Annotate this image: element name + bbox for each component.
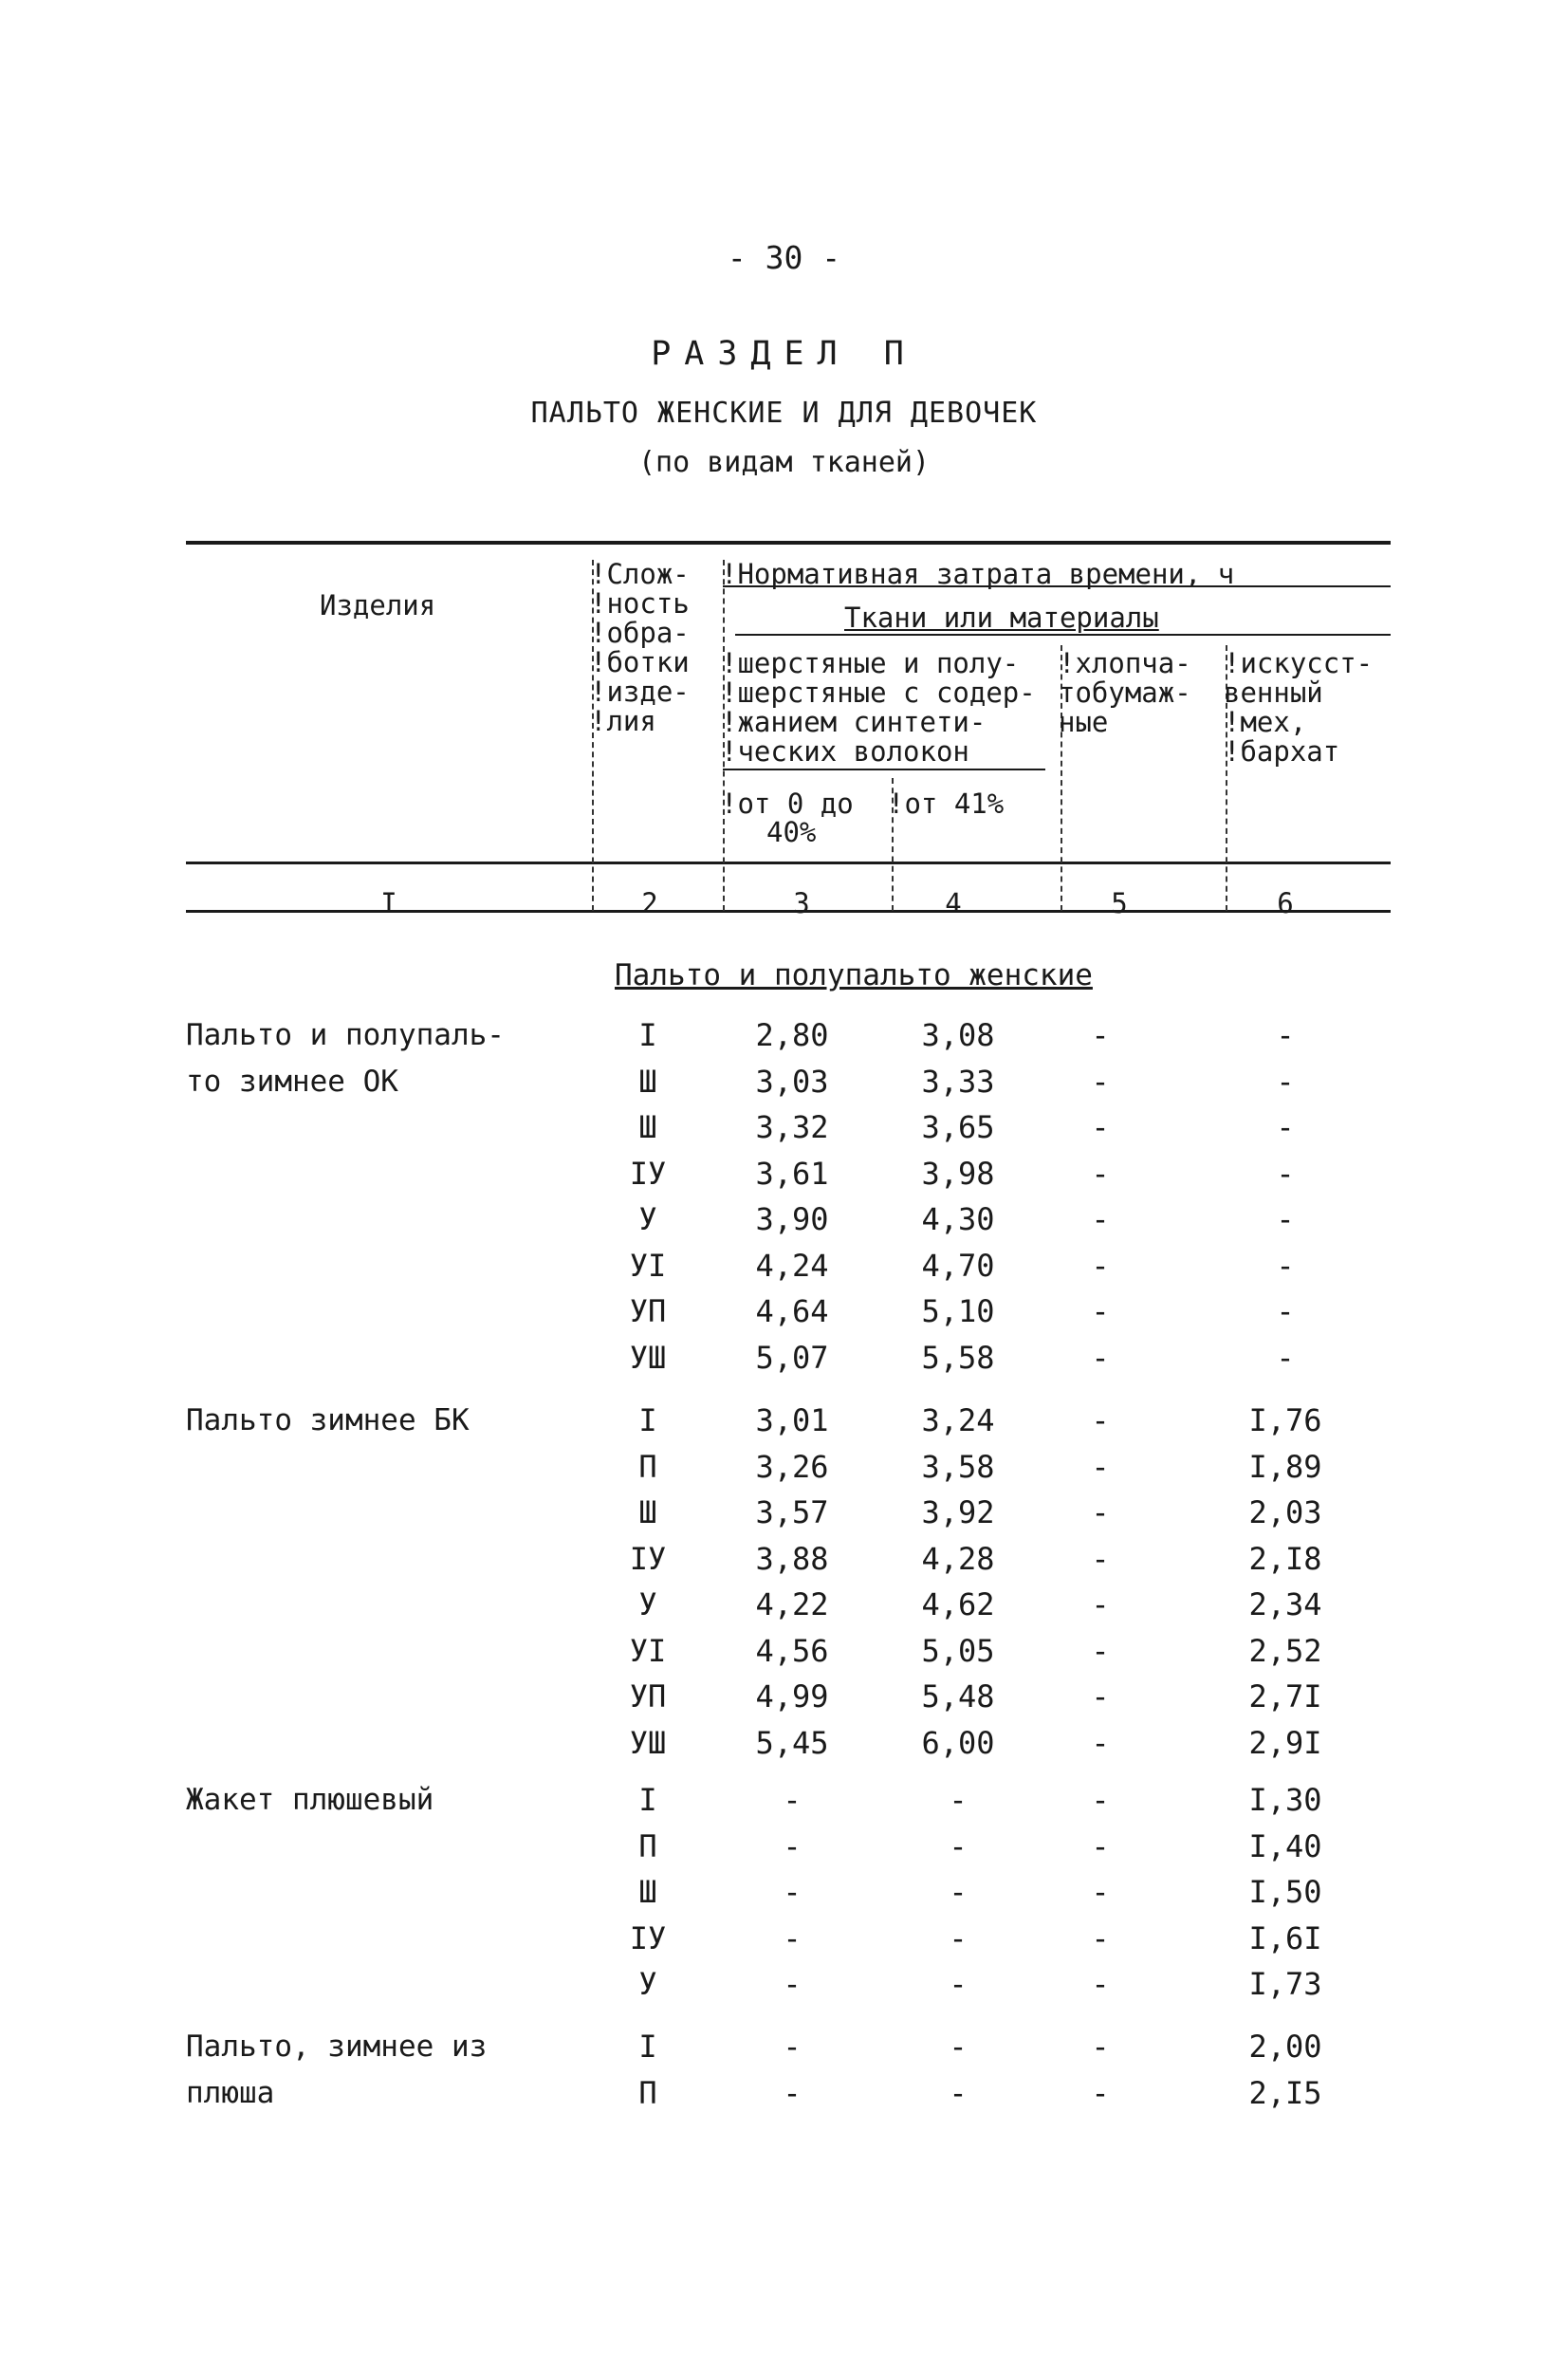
wool-low-cell: 3,88 [755, 1540, 829, 1577]
complexity-cell: П [638, 1448, 657, 1485]
complexity-cell: I [638, 1017, 657, 1053]
cotton-cell: - [1091, 1540, 1110, 1577]
col-number-6: 6 [1277, 887, 1294, 919]
wool-high-cell: 4,62 [921, 1586, 995, 1622]
header-wool [721, 649, 1036, 767]
fur-cell: 2,7I [1248, 1678, 1322, 1715]
wool-low-cell: - [783, 1966, 802, 2002]
wool-low-cell: 4,24 [755, 1247, 829, 1284]
product-name: Пальто, зимнее из [186, 2030, 488, 2064]
complexity-cell: IУ [629, 1540, 667, 1577]
product-name: то зимнее ОК [186, 1064, 398, 1099]
wool-high-cell: - [949, 1966, 968, 2002]
wool-high-cell: - [949, 1827, 968, 1864]
col-number-1: I [380, 887, 397, 919]
fur-cell: I,89 [1248, 1448, 1322, 1485]
header-cotton-line: тобумаж- [1059, 677, 1191, 709]
header-wool-low: !от 0 до [721, 788, 854, 820]
page-title: ПАЛЬТО ЖЕНСКИЕ И ДЛЯ ДЕВОЧЕК [530, 397, 1038, 430]
header-complexity-line: !обра- [590, 617, 690, 649]
fur-cell: 2,34 [1248, 1586, 1322, 1622]
wool-high-cell: - [949, 1919, 968, 1956]
fur-cell: 2,03 [1248, 1494, 1322, 1530]
complexity-cell: УI [629, 1247, 667, 1284]
wool-high-cell: - [949, 1782, 968, 1818]
table-row [0, 1196, 1568, 1242]
cotton-cell: - [1091, 1919, 1110, 1956]
cotton-cell: - [1091, 1339, 1110, 1376]
group-title: Пальто и полупальто женские [615, 958, 1093, 992]
complexity-cell: П [638, 1827, 657, 1864]
complexity-cell: Ш [638, 1109, 657, 1145]
header-fur-line: венный [1224, 677, 1323, 709]
product-name: Пальто и полупаль- [186, 1018, 505, 1052]
table-row [0, 1916, 1568, 1961]
fur-cell: I,40 [1248, 1827, 1322, 1864]
wool-low-cell: 2,80 [755, 1017, 829, 1053]
fur-cell: - [1276, 1109, 1295, 1145]
fur-cell: 2,I5 [1248, 2074, 1322, 2111]
wool-low-cell: - [783, 2029, 802, 2065]
fur-cell: I,30 [1248, 1782, 1322, 1818]
cotton-cell: - [1091, 2029, 1110, 2065]
wool-low-cell: 3,01 [755, 1402, 829, 1438]
col-number-4: 4 [945, 887, 962, 919]
wool-high-cell: - [949, 2074, 968, 2111]
page-number: - 30 - [727, 239, 841, 276]
cotton-cell: - [1091, 1201, 1110, 1237]
table-row [0, 1582, 1568, 1627]
complexity-cell: УI [629, 1632, 667, 1669]
wool-low-cell: 4,99 [755, 1678, 829, 1715]
table-row [0, 1012, 1568, 1058]
table-row [0, 1288, 1568, 1334]
wool-high-cell: 5,10 [921, 1293, 995, 1329]
table-row [0, 1536, 1568, 1582]
complexity-cell: I [638, 1782, 657, 1818]
fur-cell: I,73 [1248, 1966, 1322, 2002]
complexity-cell: П [638, 2074, 657, 2111]
wool-high-cell: 3,08 [921, 1017, 995, 1053]
wool-low-cell: 3,61 [755, 1155, 829, 1192]
fur-cell: 2,9I [1248, 1724, 1322, 1761]
header-wool-line: !ческих волокон [721, 735, 969, 768]
fur-cell: - [1276, 1293, 1295, 1329]
fur-cell: - [1276, 1339, 1295, 1376]
col-number-3: 3 [793, 887, 810, 919]
header-wool-low-pct: 40% [766, 816, 817, 848]
table-row [0, 2070, 1568, 2116]
cotton-cell: - [1091, 1494, 1110, 1530]
header-complexity-line: !ботки [590, 646, 690, 678]
product-name: плюша [186, 2075, 275, 2110]
table-row [0, 2024, 1568, 2069]
wool-low-cell: 3,26 [755, 1448, 829, 1485]
fur-cell: - [1276, 1201, 1295, 1237]
header-cotton-line: !хлопча- [1059, 647, 1191, 679]
header-bottom-rule [186, 862, 1391, 864]
table-row [0, 1335, 1568, 1381]
wool-high-cell: 4,30 [921, 1201, 995, 1237]
wool-low-cell: - [783, 1874, 802, 1910]
wool-low-cell: 5,45 [755, 1724, 829, 1761]
cotton-cell: - [1091, 1448, 1110, 1485]
header-cotton [1059, 649, 1191, 737]
table-row [0, 1961, 1568, 2007]
wool-high-cell: - [949, 2029, 968, 2065]
fur-cell: I,76 [1248, 1402, 1322, 1438]
wool-high-cell: 5,48 [921, 1678, 995, 1715]
cotton-cell: - [1091, 2074, 1110, 2111]
wool-low-cell: 3,57 [755, 1494, 829, 1530]
wool-high-cell: 4,28 [921, 1540, 995, 1577]
cotton-cell: - [1091, 1247, 1110, 1284]
complexity-cell: I [638, 1402, 657, 1438]
fur-cell: 2,52 [1248, 1632, 1322, 1669]
section-heading: РАЗДЕЛ П [651, 335, 917, 373]
wool-high-cell: 3,33 [921, 1063, 995, 1100]
cotton-cell: - [1091, 1874, 1110, 1910]
header-materials: Ткани или материалы [844, 602, 1159, 634]
complexity-cell: УШ [629, 1724, 667, 1761]
header-fur-line: !бархат [1224, 735, 1340, 768]
wool-high-cell: 3,58 [921, 1448, 995, 1485]
table-row [0, 1151, 1568, 1196]
header-norm-title: !Нормативная затрата времени, ч [721, 558, 1235, 590]
page-subtitle: (по видам тканей) [637, 446, 931, 479]
wool-low-cell: 3,03 [755, 1063, 829, 1100]
header-complexity-line: !изде- [590, 676, 690, 708]
cotton-cell: - [1091, 1827, 1110, 1864]
complexity-cell: Ш [638, 1063, 657, 1100]
fur-cell: - [1276, 1247, 1295, 1284]
complexity-cell: УП [629, 1678, 667, 1715]
table-row [0, 1243, 1568, 1288]
complexity-cell: У [638, 1586, 657, 1622]
header-fur [1224, 649, 1373, 767]
table-row [0, 1777, 1568, 1823]
table-row [0, 1674, 1568, 1719]
header-product: Изделия [320, 589, 436, 621]
col-number-5: 5 [1111, 887, 1128, 919]
header-materials-rule [735, 634, 1391, 636]
complexity-cell: IУ [629, 1155, 667, 1192]
wool-low-cell: 4,56 [755, 1632, 829, 1669]
table-row [0, 1824, 1568, 1869]
header-wool-rule [723, 769, 1045, 770]
fur-cell: - [1276, 1063, 1295, 1100]
fur-cell: 2,00 [1248, 2029, 1322, 2065]
col-number-2: 2 [641, 887, 658, 919]
table-row [0, 1869, 1568, 1915]
header-complexity-line: !ность [590, 587, 690, 620]
cotton-cell: - [1091, 1293, 1110, 1329]
header-fur-line: !искусст- [1224, 647, 1374, 679]
complexity-cell: У [638, 1966, 657, 2002]
wool-high-cell: 5,58 [921, 1339, 995, 1376]
wool-low-cell: - [783, 1919, 802, 1956]
wool-high-cell: 3,98 [921, 1155, 995, 1192]
fur-cell: 2,I8 [1248, 1540, 1322, 1577]
wool-high-cell: 4,70 [921, 1247, 995, 1284]
table-row [0, 1104, 1568, 1150]
cotton-cell: - [1091, 1724, 1110, 1761]
wool-low-cell: 3,90 [755, 1201, 829, 1237]
complexity-cell: Ш [638, 1494, 657, 1530]
header-complexity [590, 560, 690, 736]
wool-low-cell: 3,32 [755, 1109, 829, 1145]
fur-cell: I,6I [1248, 1919, 1322, 1956]
table-row [0, 1490, 1568, 1535]
wool-low-cell: 4,64 [755, 1293, 829, 1329]
complexity-cell: УШ [629, 1339, 667, 1376]
table-row [0, 1444, 1568, 1490]
cotton-cell: - [1091, 1155, 1110, 1192]
cotton-cell: - [1091, 1063, 1110, 1100]
header-fur-line: !мех, [1224, 706, 1307, 738]
header-wool-high: !от 41% [888, 788, 1005, 820]
header-wool-line: !жанием синтети- [721, 706, 987, 738]
complexity-cell: У [638, 1201, 657, 1237]
table-row [0, 1720, 1568, 1766]
cotton-cell: - [1091, 1586, 1110, 1622]
header-wool-line: !шерстяные с содер- [721, 677, 1036, 709]
cotton-cell: - [1091, 1017, 1110, 1053]
wool-high-cell: - [949, 1874, 968, 1910]
complexity-cell: I [638, 2029, 657, 2065]
complexity-cell: IУ [629, 1919, 667, 1956]
wool-high-cell: 3,24 [921, 1402, 995, 1438]
table-row [0, 1398, 1568, 1443]
product-name: Пальто зимнее БК [186, 1403, 470, 1437]
cotton-cell: - [1091, 1632, 1110, 1669]
cotton-cell: - [1091, 1109, 1110, 1145]
wool-low-cell: - [783, 2074, 802, 2111]
header-complexity-line: !лия [590, 705, 656, 737]
wool-high-cell: 5,05 [921, 1632, 995, 1669]
table-row [0, 1628, 1568, 1674]
header-wool-line: !шерстяные и полу- [721, 647, 1020, 679]
wool-low-cell: - [783, 1782, 802, 1818]
cotton-cell: - [1091, 1678, 1110, 1715]
table-row [0, 1059, 1568, 1104]
cotton-cell: - [1091, 1402, 1110, 1438]
wool-low-cell: 5,07 [755, 1339, 829, 1376]
table-top-rule [186, 541, 1391, 545]
complexity-cell: Ш [638, 1874, 657, 1910]
header-cotton-line: ные [1059, 706, 1109, 738]
product-name: Жакет плюшевый [186, 1783, 434, 1817]
fur-cell: - [1276, 1017, 1295, 1053]
cotton-cell: - [1091, 1782, 1110, 1818]
wool-low-cell: - [783, 1827, 802, 1864]
fur-cell: - [1276, 1155, 1295, 1192]
wool-high-cell: 3,65 [921, 1109, 995, 1145]
cotton-cell: - [1091, 1966, 1110, 2002]
wool-high-cell: 3,92 [921, 1494, 995, 1530]
complexity-cell: УП [629, 1293, 667, 1329]
wool-low-cell: 4,22 [755, 1586, 829, 1622]
wool-high-cell: 6,00 [921, 1724, 995, 1761]
header-complexity-line: !Слож- [590, 558, 690, 590]
fur-cell: I,50 [1248, 1874, 1322, 1910]
